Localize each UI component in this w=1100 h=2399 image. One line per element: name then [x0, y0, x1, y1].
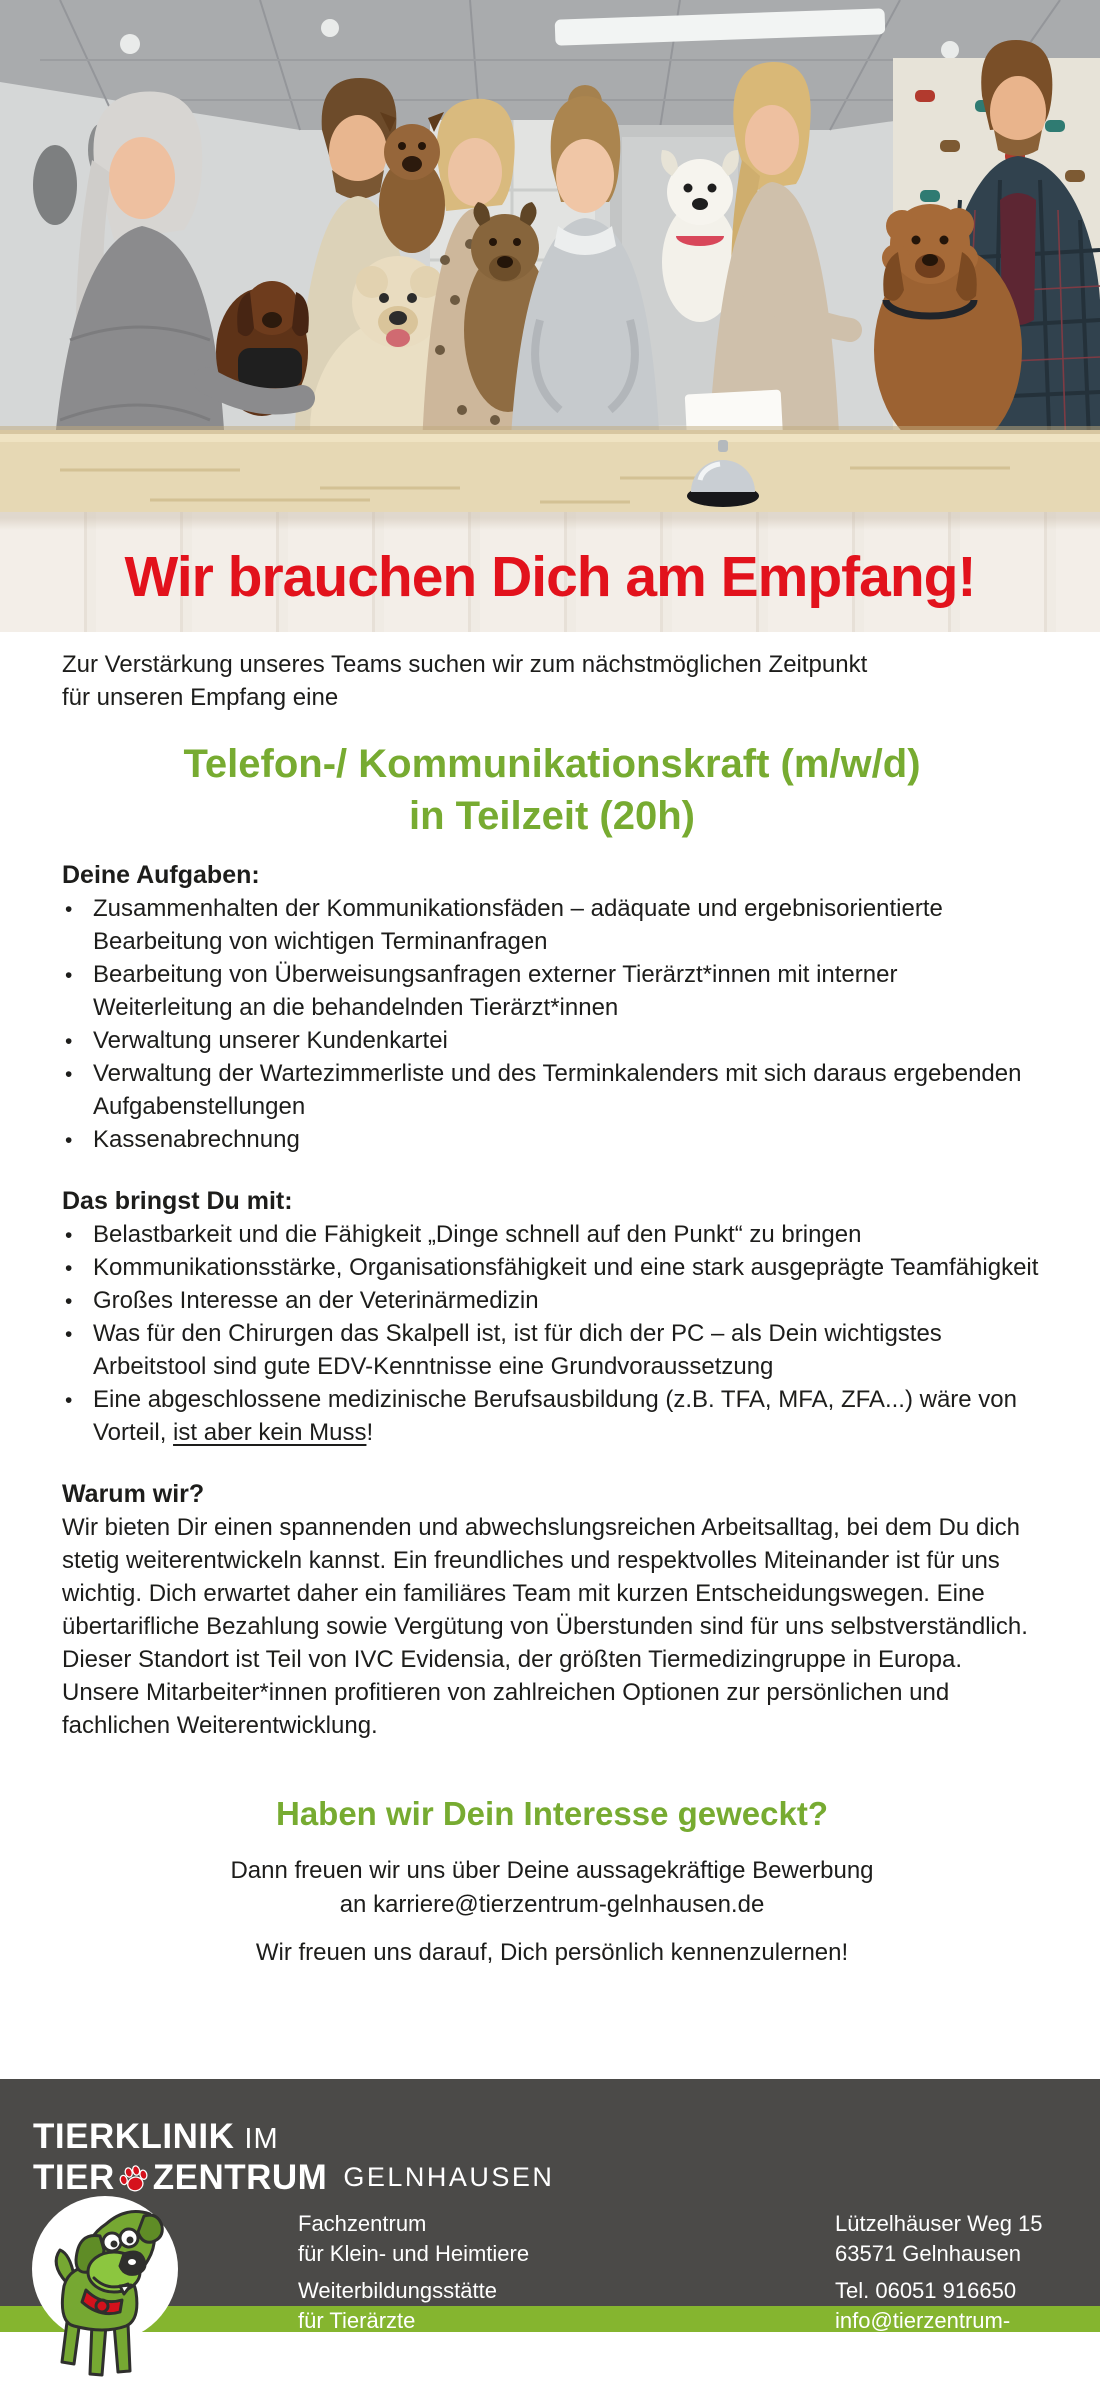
why-paragraph-1: Wir bieten Dir einen spannenden und abwechslungsreichen Arbeitsalltag, bei dem Du dich stetig weiterentwickeln kannst. Ein freundliches und respektvolles Miteinander ist für uns wichtig. Dich erwartet daher ein familiäres Team mit kurzen Entscheidungswegen. Eine übertarifliche Bezahlung sowie Vergütung von Überstunden sind für uns selbstverständlich. — [62, 1514, 1028, 1640]
headline-banner — [0, 512, 1100, 632]
cta-line-1: Dann freuen wir uns über Deine aussagekräftige Bewerbung — [230, 1857, 874, 1884]
logo-tier: TIER — [33, 2158, 115, 2197]
list-item: • Kommunikationsstärke, Organisationsfähigkeit und eine stark ausgeprägte Teamfähigkeit — [62, 1251, 1042, 1284]
footer-contact-column — [835, 2209, 1100, 2366]
footer-contact-group — [835, 2276, 1100, 2366]
list-item: • Verwaltung unserer Kundenkartei — [62, 1024, 1042, 1057]
footer-description-group-1 — [298, 2209, 529, 2269]
profile-list — [62, 1218, 1042, 1449]
clinic-logo — [33, 2119, 554, 2195]
footer-email: info@tierzentrum-gelnhausen.de — [835, 2308, 1011, 2363]
list-item: • Großes Interesse an der Veterinärmedizin — [62, 1284, 1042, 1317]
why-paragraph-2: Dieser Standort ist Teil von IVC Evidensia, der größten Tiermedizingruppe in Europa. Unsere Mitarbeiter*innen profitieren von zahlreichen Optionen zur persönlichen und fachlichen Weiterentwicklung. — [62, 1646, 963, 1739]
footer-description-column — [298, 2209, 529, 2336]
tasks-list — [62, 892, 1042, 1156]
profile-last-post: ! — [366, 1419, 374, 1446]
footer-line: Fachzentrum — [298, 2211, 427, 2236]
why-heading: Warum wir? — [62, 1480, 205, 1508]
footer-phone: Tel. 06051 916650 — [835, 2278, 1017, 2303]
logo-gelnhausen: GELNHAUSEN — [343, 2162, 555, 2192]
list-item: • Belastbarkeit und die Fähigkeit „Dinge schnell auf den Punkt“ zu bringen — [62, 1218, 1042, 1251]
job-title-line-2: in Teilzeit (20h) — [409, 794, 695, 838]
team-photo — [0, 0, 1100, 512]
team-photo-illustration — [0, 0, 1100, 512]
paw-icon — [117, 2162, 151, 2196]
logo-line-2 — [33, 2160, 554, 2195]
tasks-heading: Deine Aufgaben: — [62, 861, 260, 889]
profile-last-pre: Eine abgeschlossene medizinische Berufsausbildung (z.B. TFA, MFA, ZFA...) wäre von Vorteil, — [93, 1386, 1017, 1446]
footer-line: für Tierärzte — [298, 2308, 416, 2333]
page-title: Wir brauchen Dich am Empfang! — [124, 545, 976, 609]
list-item: • Was für den Chirurgen das Skalpell ist, ist für dich der PC – als Dein wichtigstes Arbeitstool sind gute EDV-Kenntnisse eine Grundvoraussetzung — [62, 1317, 1042, 1383]
logo-line-1 — [33, 2119, 554, 2154]
job-title-line-1: Telefon-/ Kommunikationskraft (m/w/d) — [183, 742, 921, 786]
list-item: • Bearbeitung von Überweisungsanfragen externer Tierärzt*innen mit interner Weiterleitung an die behandelnden Tierärzt*innen — [62, 958, 1042, 1024]
intro-line-1: Zur Verstärkung unseres Teams suchen wir zum nächstmöglichen Zeitpunkt — [62, 651, 868, 678]
list-item — [62, 1383, 1042, 1449]
footer-description-group-2 — [298, 2276, 529, 2336]
profile-heading: Das bringst Du mit: — [62, 1187, 293, 1215]
footer-address-group — [835, 2209, 1100, 2269]
job-title — [62, 738, 1042, 842]
cta-closing-text: Wir freuen uns darauf, Dich persönlich kennenzulernen! — [255, 1939, 849, 1966]
why-text — [62, 1511, 1042, 1742]
cta-application-email: an karriere@tierzentrum-gelnhausen.de — [339, 1891, 765, 1918]
intro-text — [62, 648, 1042, 714]
logo-tierklinik: TIERKLINIK — [33, 2117, 235, 2156]
footer — [0, 2079, 1100, 2363]
dog-mascot-badge — [28, 2194, 182, 2399]
cta-application-text — [62, 1854, 1042, 1922]
footer-line: Weiterbildungsstätte — [298, 2278, 497, 2303]
logo-zentrum: ZENTRUM — [152, 2158, 328, 2197]
cta-heading: Haben wir Dein Interesse geweckt? — [275, 1795, 829, 1832]
list-item: • Zusammenhalten der Kommunikationsfäden – adäquate und ergebnisorientierte Bearbeitung von wichtigen Terminanfragen — [62, 892, 1042, 958]
footer-line: für Klein- und Heimtiere — [298, 2241, 530, 2266]
list-item: • Kassenabrechnung — [62, 1123, 1042, 1156]
footer-address-city: 63571 Gelnhausen — [835, 2241, 1021, 2266]
profile-last-underlined: ist aber kein Muss — [173, 1419, 367, 1446]
body-content — [0, 632, 1100, 2079]
footer-address-street: Lützelhäuser Weg 15 — [835, 2211, 1043, 2236]
list-item: • Verwaltung der Wartezimmerliste und des Terminkalenders mit sich daraus ergebenden Aufgabenstellungen — [62, 1057, 1042, 1123]
intro-line-2: für unseren Empfang eine — [62, 684, 339, 711]
logo-im: IM — [244, 2123, 279, 2155]
